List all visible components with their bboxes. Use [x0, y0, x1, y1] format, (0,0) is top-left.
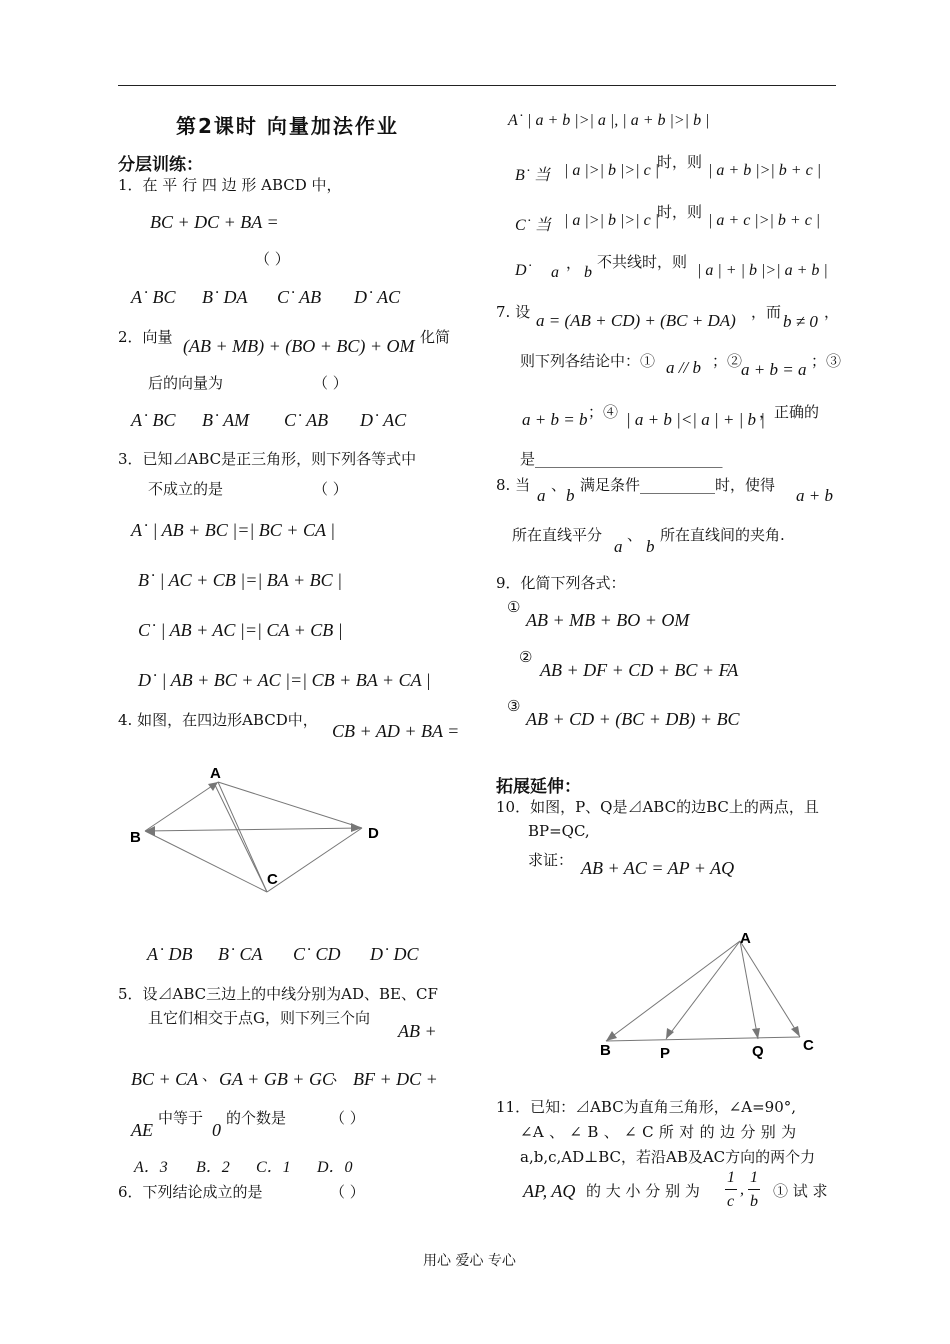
q6-option-d-mid: 不共线时，则	[597, 253, 688, 271]
q7-comma: ，	[824, 303, 840, 321]
q11-frac2-num: 1	[750, 1169, 758, 1186]
q7-cond: b ≠ 0	[783, 312, 818, 331]
q3-option-d: D˙ | AB + BC + AC |=| CB + BA + CA |	[138, 670, 431, 690]
q4-option-d: D˙ DC	[370, 944, 419, 964]
q4-expr: CB + AD + BA =	[332, 721, 460, 741]
q10-vector-ab	[606, 941, 740, 1041]
q4-quadrilateral-figure	[110, 760, 410, 900]
q11-frac1-bar	[725, 1189, 737, 1190]
q11-tail: ① 试 求	[773, 1182, 828, 1200]
header-rule	[118, 85, 836, 86]
q7-c4: | a + b |<| a | + | b |	[626, 410, 765, 429]
q8-line2-b: b	[646, 537, 655, 556]
q4-option-a: A˙ DB	[147, 944, 193, 964]
q4-edge-ca	[215, 785, 267, 892]
q10-label-a: A	[740, 930, 751, 947]
q7-stem: 7. 设	[496, 303, 531, 321]
q5-expr1: AB +	[398, 1021, 437, 1041]
q7-c3pre: ；③	[811, 352, 842, 370]
q4-option-c: C˙ CD	[293, 944, 341, 964]
q10-expr: AB + AC = AP + AQ	[581, 858, 735, 878]
q1-stem: 1．在 平 行 四 边 形 ABCD 中，	[118, 176, 342, 194]
q7-line2: 则下列各结论中：①	[520, 352, 656, 370]
q10-arrowhead-b	[606, 1031, 617, 1041]
q6-option-d-result: | a | + | b |>| a + b |	[697, 262, 828, 279]
q2-stem: 2．向量	[118, 328, 173, 346]
q11-line2: ∠A 、 ∠ B 、 ∠ C 所 对 的 边 分 别 为	[520, 1123, 797, 1141]
q1-option-c: C˙ AB	[277, 287, 322, 307]
q5-expr3: GA + GB + GC	[219, 1069, 334, 1089]
q4-edge-ac	[218, 782, 267, 892]
q1-option-d: D˙ AC	[354, 287, 401, 307]
q2-option-c: C˙ AB	[284, 410, 329, 430]
q5-option-d: D．0	[317, 1159, 353, 1176]
q6-option-b-cond: | a |>| b |>| c |	[564, 162, 660, 179]
q5-stem: 5．设⊿ABC三边上的中线分别为AD、BE、CF	[118, 985, 438, 1003]
q5-line2: 且它们相交于点G，则下列三个向	[148, 1009, 370, 1027]
q3-option-c: C˙ | AB + AC |=| CA + CB |	[138, 620, 343, 640]
q10-prove: 求证：	[528, 851, 574, 869]
q5-expr4: BF + DC +	[353, 1069, 438, 1089]
q11-line1: 11．已知：⊿ABC为直角三角形，∠A=90°,	[496, 1098, 797, 1116]
q4-label-a: A	[210, 765, 221, 782]
q4-arrowhead-d	[351, 823, 362, 832]
q4-edge-cd	[267, 828, 362, 892]
q1-paren: （ ）	[255, 250, 290, 268]
page-title: 第2课时 向量加法作业	[176, 114, 399, 138]
q11-frac1-den: c	[727, 1193, 735, 1210]
q7-c3: a + b = b	[522, 410, 588, 429]
q6-option-a: A˙ | a + b |>| a |, | a + b |>| b |	[508, 112, 710, 129]
q7-mid: ，而	[751, 303, 782, 321]
page-footer: 用心 爱心 专心	[423, 1253, 516, 1269]
q6-option-c-mid: 时，则	[657, 203, 703, 221]
q10-triangle-figure	[590, 925, 830, 1065]
q8-line2a: 所在直线平分	[512, 526, 603, 544]
q9-item2-expr: AB + DF + CD + BC + FA	[540, 660, 739, 680]
q6-option-b-result: | a + b |>| b + c |	[708, 162, 822, 179]
q11-mid: 的 大 小 分 别 为	[586, 1182, 700, 1200]
q8-expr: a + b	[796, 486, 833, 505]
q1-expr: BC + DC + BA =	[150, 212, 279, 232]
q7-c1: a // b	[666, 358, 701, 377]
q10-arrowhead-c	[791, 1026, 800, 1037]
q4-edge-ad	[218, 782, 362, 828]
q5-zero: 0	[212, 1120, 221, 1140]
q2-option-a: A˙ BC	[131, 410, 176, 430]
q10-stem: 10．如图，P、Q是⊿ABC的边BC上的两点，且	[496, 798, 819, 816]
q3-option-b: B˙ | AC + CB |=| BA + BC |	[138, 570, 343, 590]
q4-stem: 4. 如图，在四边形ABCD中，	[118, 711, 318, 729]
q11-line3: a,b,c,AD⊥BC，若沿AB及AC方向的两个力	[520, 1148, 816, 1166]
q8-a: a	[537, 486, 546, 505]
q9-item3-num: ③	[507, 697, 521, 715]
q5-option-a: A．3	[134, 1159, 168, 1176]
q4-edge-bc	[145, 831, 267, 892]
q9-stem: 9．化简下列各式：	[496, 574, 626, 592]
q10-label-b: B	[600, 1042, 611, 1059]
q5-expr5: AE	[131, 1120, 153, 1140]
q8-mid: 满足条件__________时，使得	[580, 476, 776, 494]
q4-option-b: B˙ CA	[218, 944, 263, 964]
q4-arrowhead-a	[208, 782, 218, 791]
q8-b: b	[566, 486, 575, 505]
q7-c4pre: ；④	[588, 403, 619, 421]
q6-option-d-b: b	[584, 264, 592, 281]
q6-option-c-label: C˙ 当	[515, 217, 552, 234]
q3-option-a: A˙ | AB + BC |=| BC + CA |	[131, 520, 336, 540]
q6-option-c-cond: | a |>| b |>| c |	[564, 212, 660, 229]
q6-stem: 6．下列结论成立的是	[118, 1183, 263, 1201]
q6-option-d-label: D˙	[515, 262, 532, 279]
q10-base-bc	[606, 1037, 800, 1041]
q9-item2-num: ②	[519, 648, 533, 666]
q2-tail: 化简	[420, 328, 451, 346]
q11-frac-sep: ,	[740, 1181, 744, 1198]
q4-label-d: D	[368, 825, 379, 842]
q6-option-d-a: a	[551, 264, 559, 281]
q3-stem: 3．已知⊿ABC是正三角形，则下列各等式中	[118, 450, 417, 468]
q6-paren: （ ）	[330, 1183, 365, 1201]
q5-mid: 中等于	[158, 1109, 204, 1127]
q4-edge-bd	[145, 828, 362, 831]
q7-answer-blank: 是_________________________	[520, 450, 723, 468]
q4-label-b: B	[130, 829, 141, 846]
q10-vector-ap	[666, 941, 740, 1039]
q8-line2-a: a	[614, 537, 623, 556]
q5-expr2: BC + CA	[131, 1069, 199, 1089]
q7-c2pre: ；②	[712, 352, 743, 370]
q8-line2b: 所在直线间的夹角.	[660, 526, 785, 544]
q2-option-b: B˙ AM	[202, 410, 250, 430]
q10-label-p: P	[660, 1045, 671, 1062]
q6-option-b-mid: 时，则	[657, 153, 703, 171]
q6-option-c-result: | a + c |>| b + c |	[708, 212, 821, 229]
section-heading-extension: 拓展延伸：	[496, 777, 581, 797]
q8-sep: 、	[551, 476, 567, 494]
q11-frac2-den: b	[750, 1193, 758, 1210]
q9-item3-expr: AB + CD + (BC + DB) + BC	[526, 709, 740, 729]
q10-label-q: Q	[752, 1043, 764, 1060]
q2-line2: 后的向量为	[148, 374, 224, 392]
q5-paren: （ ）	[330, 1109, 365, 1127]
q1-option-a: A˙ BC	[131, 287, 176, 307]
q2-option-d: D˙ AC	[360, 410, 407, 430]
q6-option-d-sep: ，	[566, 254, 582, 272]
q5-sep2: 、	[332, 1066, 348, 1084]
q9-item1-expr: AB + MB + BO + OM	[526, 610, 690, 630]
q8-line2-sep: 、	[627, 526, 643, 544]
q2-paren: （ ）	[313, 374, 348, 392]
q4-label-c: C	[267, 871, 278, 888]
q1-option-b: B˙ DA	[202, 287, 248, 307]
q7-c2: a + b = a	[741, 360, 807, 379]
q8-stem: 8. 当	[496, 476, 531, 494]
q5-option-c: C．1	[256, 1159, 291, 1176]
q9-item1-num: ①	[507, 598, 521, 616]
q11-frac2-bar	[748, 1189, 760, 1190]
q3-line2: 不成立的是	[148, 480, 224, 498]
q2-expr: (AB + MB) + (BO + BC) + OM	[183, 336, 415, 356]
q5-sep1: 、	[202, 1066, 218, 1084]
q5-option-b: B．2	[196, 1159, 230, 1176]
q11-frac1-num: 1	[727, 1169, 735, 1186]
q4-edge-ba	[145, 782, 218, 831]
q7-expr: a = (AB + CD) + (BC + DA)	[536, 311, 736, 330]
q10-label-c: C	[803, 1037, 814, 1054]
section-heading: 分层训练：	[118, 155, 203, 175]
q11-expr: AP, AQ	[523, 1181, 576, 1201]
q10-line2: BP=QC,	[528, 822, 590, 840]
q6-option-b-label: B˙ 当	[515, 167, 551, 184]
q5-tail: 的个数是	[226, 1109, 287, 1127]
q7-tail: ，正确的	[759, 403, 820, 421]
q3-paren: （ ）	[313, 480, 348, 498]
